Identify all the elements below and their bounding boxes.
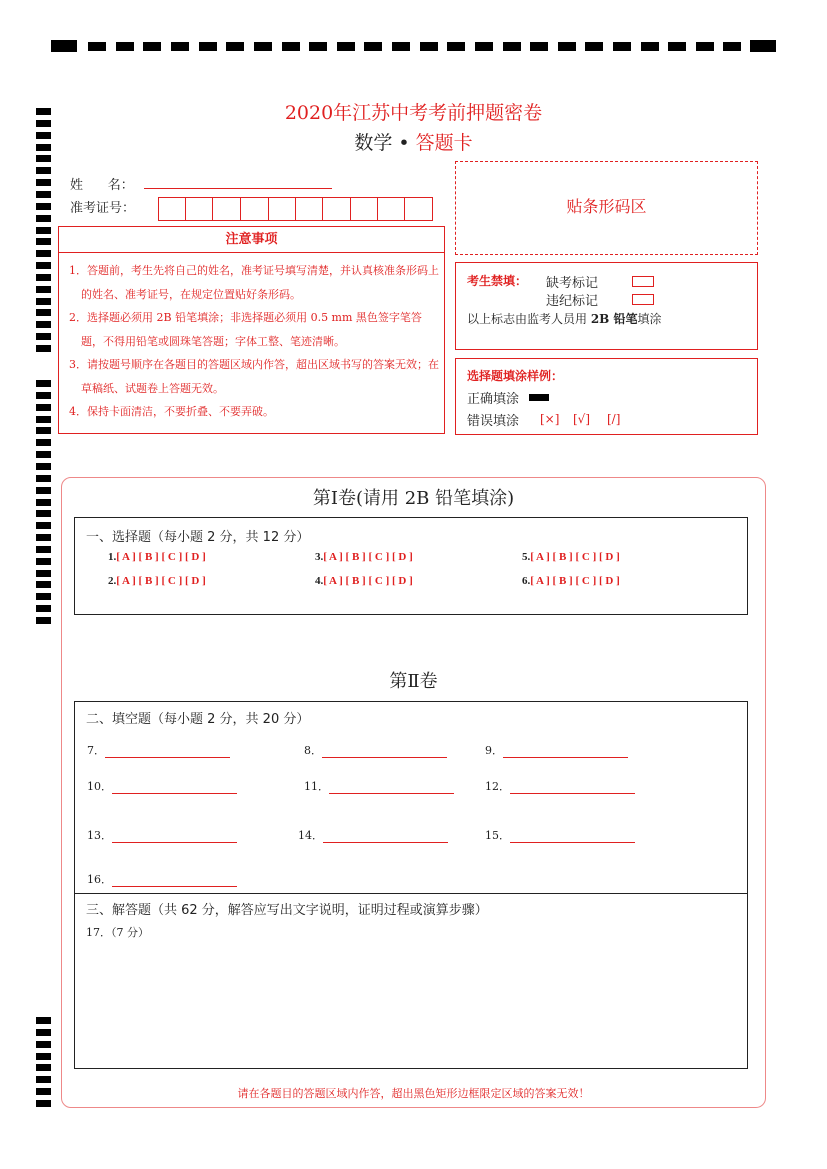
- timing-mark: [36, 191, 51, 198]
- violation-label: 违纪标记: [546, 294, 599, 309]
- question-17-label: 17．（7 分）: [86, 926, 149, 939]
- solve-section-title: 三、解答题（共 62 分，解答应写出文字说明，证明过程或演算步骤）: [86, 903, 488, 918]
- timing-mark: [36, 1076, 51, 1083]
- blank-12[interactable]: 12．: [485, 778, 635, 794]
- blank-9[interactable]: 9．: [485, 742, 628, 758]
- card-subtitle: [0, 128, 827, 155]
- timing-mark: [36, 510, 51, 517]
- timing-mark: [36, 439, 51, 446]
- timing-mark: [36, 333, 51, 340]
- fill-section-title: 二、填空题（每小题 2 分，共 20 分）: [86, 712, 310, 727]
- timing-mark: [36, 475, 51, 482]
- timing-mark: [36, 463, 51, 470]
- blank-13[interactable]: 13．: [87, 827, 237, 843]
- timing-mark: [36, 581, 51, 588]
- question-2[interactable]: 2.[ A ] [ B ] [ C ] [ D ]: [108, 575, 206, 587]
- blank-11[interactable]: 11．: [304, 778, 454, 794]
- solve-section-box[interactable]: [74, 893, 748, 1069]
- timing-mark: [36, 1088, 51, 1095]
- timing-mark: [36, 416, 51, 423]
- notice-box: [58, 226, 445, 434]
- timing-mark: [36, 380, 51, 387]
- timing-mark: [36, 546, 51, 553]
- timing-mark: [36, 167, 51, 174]
- timing-mark: [36, 593, 51, 600]
- timing-mark: [36, 309, 51, 316]
- timing-mark: [36, 250, 51, 257]
- notice-item: 4．保持卡面清洁，不要折叠、不要弄破。: [69, 405, 274, 418]
- notice-item: 2．选择题必须用 2B 铅笔填涂；非选择题必须用 0.5 mm 黑色签字笔答题，不得用铅笔或圆珠笔答题；字体工整、笔迹清晰。: [69, 311, 422, 348]
- choice-section-box: [74, 517, 748, 615]
- timing-mark: [36, 1064, 51, 1071]
- timing-mark: [36, 321, 51, 328]
- timing-mark: [36, 534, 51, 541]
- exam-title: 2020年江苏中考考前押题密卷: [284, 102, 543, 124]
- blank-16[interactable]: 16．: [87, 871, 237, 887]
- blank-14[interactable]: 14．: [298, 827, 448, 843]
- timing-mark: [36, 238, 51, 245]
- timing-mark: [36, 1017, 51, 1024]
- correct-fill-label: 正确填涂: [467, 392, 520, 407]
- question-5[interactable]: 5.[ A ] [ B ] [ C ] [ D ]: [522, 551, 620, 563]
- timing-mark: [36, 1053, 51, 1060]
- blank-7[interactable]: 7．: [87, 742, 230, 758]
- name-field[interactable]: [144, 188, 332, 189]
- timing-mark: [36, 392, 51, 399]
- timing-mark: [36, 203, 51, 210]
- notice-item: 1．答题前，考生先将自己的姓名，准考证号填写清楚，并认真核准条形码上的姓名、准考证号，在规定位置贴好条形码。: [69, 264, 439, 301]
- wrong-mark: [√]: [573, 412, 591, 426]
- question-1[interactable]: 1.[ A ] [ B ] [ C ] [ D ]: [108, 551, 206, 563]
- timing-mark: [36, 451, 51, 458]
- correct-fill-mark: [529, 394, 549, 401]
- timing-mark: [36, 1041, 51, 1048]
- timing-mark: [36, 522, 51, 529]
- subtitle-card: 答题卡: [415, 132, 473, 154]
- timing-mark: [36, 570, 51, 577]
- timing-mark: [36, 298, 51, 305]
- absent-mark-box[interactable]: [632, 276, 654, 287]
- notice-title: 注意事项: [59, 227, 444, 253]
- wrong-mark: [/]: [607, 412, 621, 426]
- timing-mark: [36, 1100, 51, 1107]
- part2-title: 第Ⅱ卷: [389, 671, 438, 692]
- name-label: 姓 名：: [70, 178, 134, 193]
- timing-mark: [36, 215, 51, 222]
- timing-mark: [36, 617, 51, 624]
- timing-mark: [36, 345, 51, 352]
- notice-item: 3．请按题号顺序在各题目的答题区域内作答，超出区域书写的答案无效；在草稿纸、试题卷上答题无效。: [69, 358, 439, 395]
- timing-mark: [36, 558, 51, 565]
- part1-title: 第Ⅰ卷(请用 2B 铅笔填涂): [312, 488, 515, 509]
- question-3[interactable]: 3.[ A ] [ B ] [ C ] [ D ]: [315, 551, 413, 563]
- timing-mark: [36, 1029, 51, 1036]
- blank-10[interactable]: 10．: [87, 778, 237, 794]
- fill-sample-box: [455, 358, 758, 435]
- timing-mark: [36, 427, 51, 434]
- timing-mark: [36, 155, 51, 162]
- footer-note: 请在各题目的答题区域内作答，超出黑色矩形边框限定区域的答案无效！: [237, 1087, 590, 1100]
- timing-mark: [36, 262, 51, 269]
- timing-mark: [36, 605, 51, 612]
- timing-mark: [36, 404, 51, 411]
- question-6[interactable]: 6.[ A ] [ B ] [ C ] [ D ]: [522, 575, 620, 587]
- proctor-marks-box: [455, 262, 758, 350]
- fill-section-box: [74, 701, 748, 894]
- subtitle-subject: 数学 •: [354, 132, 416, 154]
- timing-mark: [36, 499, 51, 506]
- id-label: 准考证号：: [70, 201, 136, 216]
- choice-section-title: 一、选择题（每小题 2 分，共 12 分）: [86, 530, 310, 545]
- barcode-area[interactable]: 贴条形码区: [455, 161, 758, 255]
- timing-mark: [36, 274, 51, 281]
- sample-title: 选择题填涂样例：: [467, 369, 564, 383]
- blank-8[interactable]: 8．: [304, 742, 447, 758]
- timing-mark: [36, 227, 51, 234]
- wrong-mark: [×]: [540, 412, 560, 426]
- timing-mark: [36, 487, 51, 494]
- proctor-note: 以上标志由监考人员用 2B 铅笔填涂: [467, 312, 662, 326]
- question-4[interactable]: 4.[ A ] [ B ] [ C ] [ D ]: [315, 575, 413, 587]
- wrong-fill-label: 错误填涂: [467, 414, 520, 429]
- forbidden-label: 考生禁填：: [467, 274, 528, 288]
- blank-15[interactable]: 15．: [485, 827, 635, 843]
- violation-mark-box[interactable]: [632, 294, 654, 305]
- timing-mark: [36, 179, 51, 186]
- absent-label: 缺考标记: [546, 276, 599, 291]
- timing-mark: [36, 286, 51, 293]
